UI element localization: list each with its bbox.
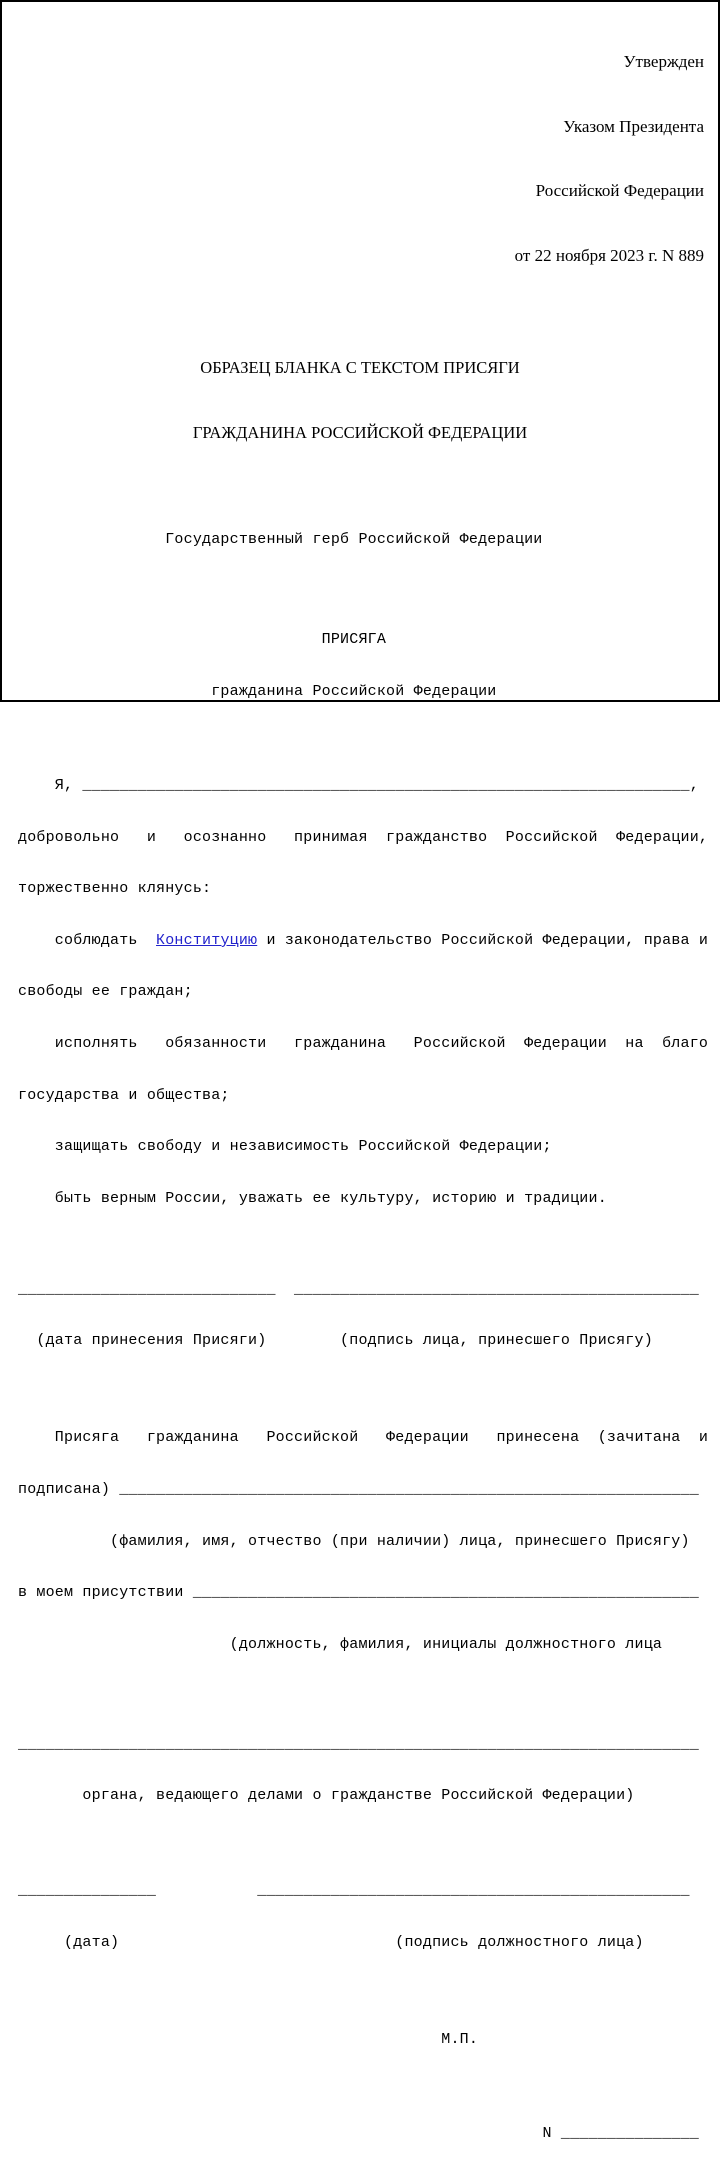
oath-clause-observe (18, 932, 718, 949)
stamp-place-label: М.П. (18, 2030, 479, 2048)
oath-text-line: защищать свободу и независимость Российской Федерации; (18, 1138, 552, 1156)
document-number-blank-line: N _______________ (18, 2124, 699, 2142)
oath-text-line: исполнять обязанности гражданина Российской Федерации на благо (18, 1034, 709, 1052)
approval-line: Российской Федерации (535, 181, 704, 200)
oath-text-line: свободы ее граждан; (18, 983, 193, 1001)
spacer (18, 2083, 718, 2091)
approval-line: Утвержден (623, 52, 704, 71)
official-caption-line2: органа, ведающего делами о гражданстве Российской Федерации) (18, 1787, 635, 1805)
oath-subheading: гражданина Российской Федерации (18, 683, 497, 700)
date-signature-captions-row: (дата) (подпись должностного лица) (18, 1933, 644, 1951)
approval-line: Указом Президента (563, 116, 704, 136)
oath-text-line: торжественно клянусь: (18, 880, 212, 898)
spacer (18, 1839, 718, 1848)
fio-caption: (фамилия, имя, отчество (при наличии) лица, принесшего Присягу) (18, 1532, 690, 1550)
oath-heading: ПРИСЯГА (18, 631, 387, 649)
oath-name-blank-line: Я, __________________________________________________________________, (18, 777, 699, 794)
oath-brought-line: Присяга гражданина Российской Федерации принесена (зачитана и (18, 1429, 709, 1447)
document-title (2, 309, 718, 475)
approval-stamp (2, 8, 704, 309)
oath-text-line: добровольно и осознанно принимая гражданство Российской Федерации, (18, 828, 709, 846)
spacer (18, 1241, 718, 1246)
document-title-line1: ОБРАЗЕЦ БЛАНКА С ТЕКСТОМ ПРИСЯГИ (200, 358, 520, 377)
document-title-line2: ГРАЖДАНИНА РОССИЙСКОЙ ФЕДЕРАЦИИ (192, 423, 528, 442)
emblem-caption: Государственный герб Российской Федерации (18, 531, 543, 549)
signature-lines-row: ____________________________ ____________________________________________ (18, 1280, 699, 1298)
approval-line: от 22 ноября 2023 г. N 889 (514, 245, 704, 265)
signed-blank-line: подписана) _______________________________________________________________ (18, 1480, 699, 1498)
presence-blank-line: в моем присутствии _______________________________________________________ (18, 1584, 699, 1602)
spacer (18, 1384, 718, 1395)
oath-clause-suffix: и законодательство Российской Федерации, права и (257, 931, 709, 949)
signature-captions-row: (дата принесения Присяги) (подпись лица, принесшего Присягу) (18, 1332, 653, 1350)
spacer (18, 583, 718, 597)
form-body (18, 497, 718, 2177)
constitution-link[interactable]: Конституцию (156, 931, 258, 949)
spacer (18, 735, 718, 743)
official-caption-line1: (должность, фамилия, инициалы должностного лица (18, 1635, 663, 1653)
oath-text-line: быть верным России, уважать ее культуру, историю и традиции. (18, 1189, 607, 1207)
spacer (18, 1687, 718, 1701)
official-blank-line: __________________________________________________________________________ (18, 1735, 699, 1753)
spacer (18, 1986, 718, 1997)
oath-clause-prefix: соблюдать (18, 931, 157, 949)
oath-text-line: государства и общества; (18, 1086, 230, 1104)
date-signature-lines-row: _______________ _______________________________________________ (18, 1882, 690, 1900)
